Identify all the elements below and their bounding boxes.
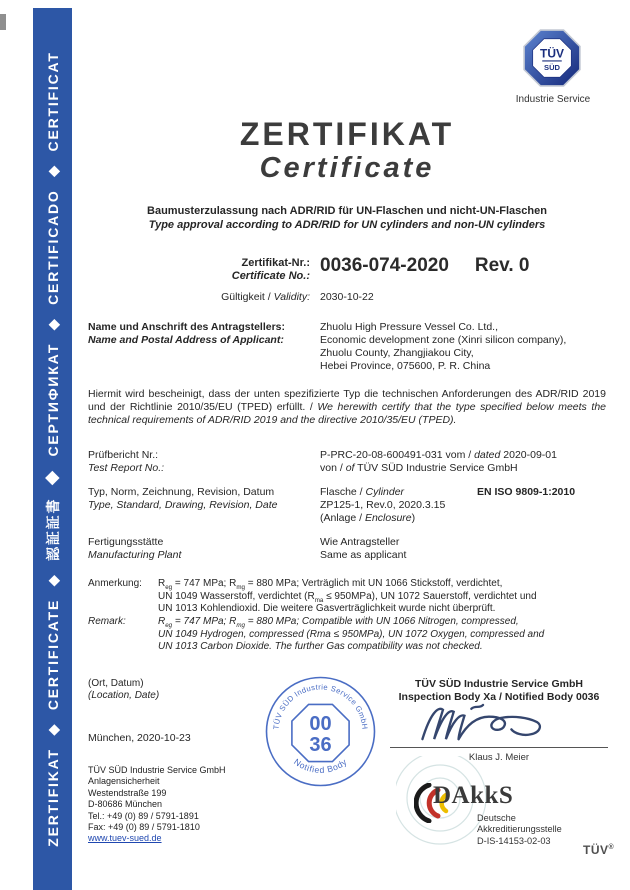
applicant-label-de: Name und Anschrift des Antragstellers:: [88, 321, 286, 333]
remark-en-line: $R_{eg} = 747$ MPa; $R_{mg} = 880$ MPa; Compatible with UN 1066 Nitrogen, compressed,: [158, 616, 519, 629]
dakks-caption-line: Deutsche: [477, 813, 516, 823]
remark-text-en: [158, 616, 608, 654]
type-label-de: Typ, Norm, Zeichnung, Revision, Datum: [88, 486, 275, 498]
notified-body-stamp-icon: [263, 674, 378, 789]
type-label: [88, 486, 313, 512]
test-report-value: [320, 449, 557, 475]
footer-line: D-80686 München: [88, 799, 163, 810]
revision: Rev. 0: [474, 255, 530, 276]
svg-text:Notified Body: [292, 757, 349, 775]
certificate-number-label: [88, 257, 310, 283]
signatory-org: [390, 678, 608, 703]
scan-artifact: [0, 14, 6, 30]
subtitle-de: Baumusterzulassung nach ADR/RID für UN-Flaschen und nicht-UN-Flaschen: [147, 205, 547, 217]
type-cylinder-row: [320, 486, 606, 499]
footer-line: Westendstraße 199: [88, 787, 167, 798]
plant-value-de: Wie Antragsteller: [320, 536, 400, 548]
applicant-address: [320, 321, 566, 373]
dakks-caption-line: D-IS-14153-02-03: [477, 835, 551, 846]
place-date-label-de: (Ort, Datum): [88, 678, 144, 689]
test-report-label-de: Prüfbericht Nr.:: [88, 449, 159, 461]
subtitle-en: Type approval according to ADR/RID for UN cylinders and non-UN cylinders: [148, 218, 546, 231]
validity-value: 2030-10-22: [320, 291, 374, 303]
certificate-number-value: [320, 255, 529, 277]
remark-label-en: Remark:: [88, 616, 126, 627]
plant-value-en: Same as applicant: [320, 549, 407, 561]
applicant-line: Economic development zone (Xinri silicon company),: [320, 334, 567, 346]
plant-label: [88, 536, 313, 562]
validity-label: Gültigkeit / Validity:: [221, 291, 310, 303]
logo-sud-text: SÜD: [544, 63, 560, 72]
stamp-number-bottom: 36: [309, 734, 332, 756]
footer-line: Fax: +49 (0) 89 / 5791-1810: [88, 822, 200, 833]
side-band-label: ZERTIFIKAT ◆ CERTIFICATE ◆ 認証証書 ◆ СЕРТИФИКАТ ◆ CERTIFICADO ◆ CERTIFICAT: [44, 51, 61, 847]
dakks-caption-line: Akkreditierungsstelle: [477, 824, 562, 835]
tuv-corner-text: TÜV: [583, 843, 609, 857]
footer-line: TÜV SÜD Industrie Service GmbH: [88, 765, 226, 775]
signature-line: [390, 747, 608, 748]
subtitle: [88, 205, 606, 232]
type-drawing: ZP125-1, Rev.0, 2020.3.15: [320, 499, 446, 511]
place-date-label: [88, 678, 159, 703]
certificate-number: 0036-074-2020: [320, 255, 449, 276]
type-cylinder: Flasche / Cylinder: [320, 486, 405, 498]
plant-value: [320, 536, 406, 562]
applicant-label-en: Name and Postal Address of Applicant:: [88, 334, 284, 346]
test-report-issuer: von / of TÜV SÜD Industrie Service GmbH: [320, 462, 518, 474]
remark-text-de: [158, 578, 608, 616]
signatory-name: Klaus J. Meier: [468, 752, 530, 763]
plant-label-de: Fertigungsstätte: [88, 536, 164, 548]
footer-line: Tel.: +49 (0) 89 / 5791-1891: [88, 810, 199, 821]
place-date-label-en: (Location, Date): [88, 690, 160, 702]
signature-icon: [415, 702, 555, 746]
place-date-value: München, 2020-10-23: [88, 732, 191, 744]
test-report-label: [88, 449, 313, 475]
applicant-line: Zhuolu High Pressure Vessel Co. Ltd.,: [320, 321, 499, 333]
remark-de-line: UN 1049 Wasserstoff, verdichtet $(R_{ma} \le 950MPa)$, UN 1072 Sauerstoff, verdichtet und: [158, 590, 537, 604]
tuv-sud-logo-icon: [520, 26, 584, 90]
plant-label-en: Manufacturing Plant: [88, 549, 182, 561]
applicant-label: [88, 321, 313, 347]
type-standard: EN ISO 9809-1:2010: [477, 486, 576, 498]
stamp-arc-bottom-text: Notified Body: [292, 756, 349, 775]
footer-address: [88, 765, 226, 845]
logo-caption: Industrie Service: [515, 94, 591, 105]
footer-line: Anlagensicherheit: [88, 776, 160, 787]
signatory-body: Inspection Body Xa / Notified Body 0036: [398, 690, 600, 703]
dakks-wordmark: DAkkS: [433, 782, 514, 809]
type-label-en: Type, Standard, Drawing, Revision, Date: [88, 499, 278, 511]
stamp-arc-top-text: TÜV SÜD Industrie Service GmbH: [271, 682, 370, 731]
type-value: [320, 486, 606, 525]
remark-label-de: Anmerkung:: [88, 578, 142, 589]
certificate-number-label-de: Zertifikat-Nr.:: [241, 257, 310, 269]
type-enclosure: (Anlage / Enclosure): [320, 512, 416, 524]
certification-statement: Hiermit wird bescheinigt, dass der unten spezifizierte Typ die technischen Anforderungen des ADR/RID 2019 und der Richtlinie 2010/35/EU (TPED) erfüllt. / We herewith certify that the type specified below meets the technical requirements of ADR/RID 2019 and the directive 2010/35/EU (TPED).: [88, 388, 606, 427]
remark-de-line: $R_{eg} = 747$ MPa; $R_{mg} = 880$ MPa; Verträglich mit UN 1066 Stickstoff, verdichtet,: [158, 578, 503, 591]
applicant-line: Hebei Province, 075600, P. R. China: [320, 360, 491, 372]
dakks-caption: [477, 813, 562, 847]
test-report-number: P-PRC-20-08-600491-031 vom / dated 2020-09-01: [320, 449, 557, 461]
logo-tuv-text: TÜV: [540, 46, 564, 61]
remark-de-line: UN 1013 Kohlendioxid. Die weitere Gasverträglichkeit wurde nicht überprüft.: [158, 603, 496, 615]
test-report-label-en: Test Report No.:: [88, 462, 165, 474]
tuv-corner-mark: [583, 843, 614, 857]
stamp-number-top: 00: [309, 713, 332, 735]
applicant-line: Zhuolu County, Zhangjiakou City,: [320, 347, 474, 359]
certificate-number-label-en: Certificate No.:: [231, 269, 310, 282]
page-title-en: Certificate: [259, 152, 435, 184]
remark-en-line: UN 1049 Hydrogen, compressed (Rma ≤ 950MPa), UN 1072 Oxygen, compressed and: [158, 628, 545, 640]
signatory-org-name: TÜV SÜD Industrie Service GmbH: [414, 678, 584, 690]
remark-en-line: UN 1013 Carbon Dioxide. The further Gas compatibility was not checked.: [158, 641, 483, 653]
registered-mark: ®: [608, 844, 615, 851]
website-link[interactable]: www.tuev-sued.de: [88, 833, 162, 844]
page-title-de: ZERTIFIKAT: [239, 116, 455, 152]
